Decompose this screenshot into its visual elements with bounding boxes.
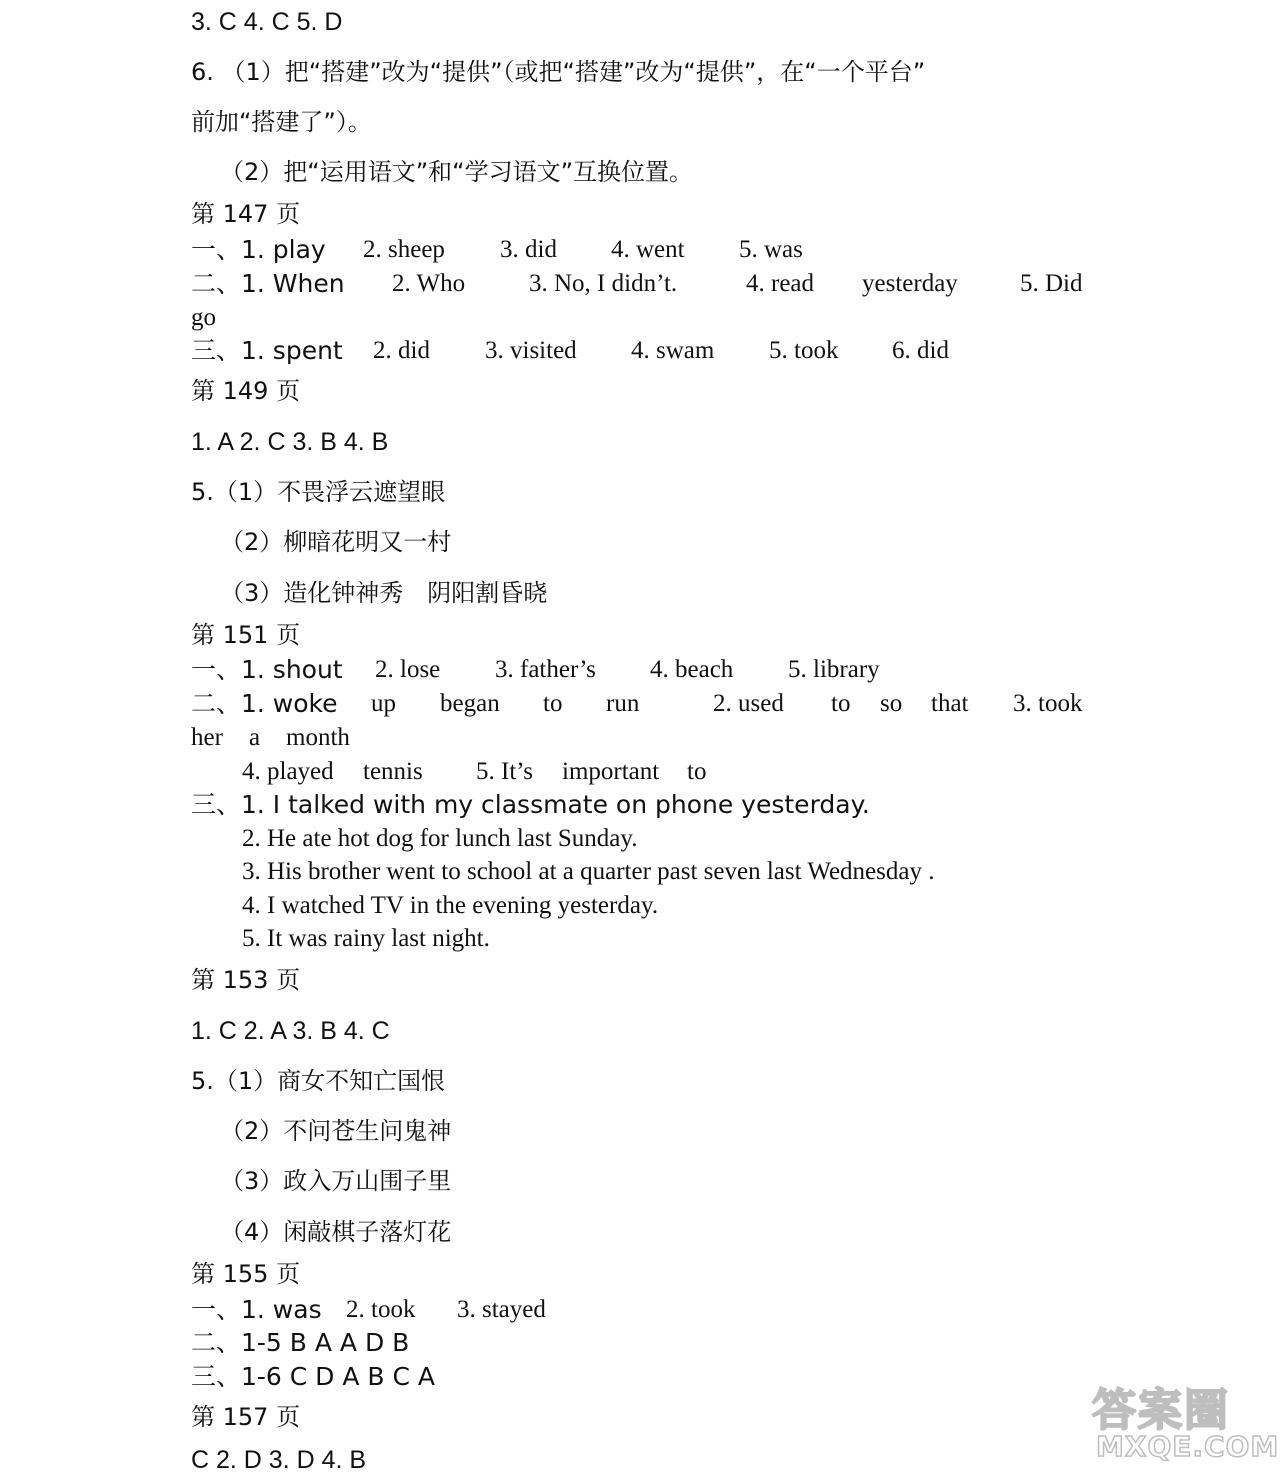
answer-item: that (931, 690, 969, 717)
answer-line: 1. A 2. C 3. B 4. B (191, 428, 389, 456)
answer-item: to (831, 690, 851, 717)
answer-line: 6. （1）把“搭建”改为“提供”（或把“搭建”改为“提供”，在“一个平台” (191, 58, 926, 86)
answer-item: 2. lose (375, 656, 441, 683)
answer-item: 5. It’s (476, 758, 533, 785)
answer-line: C 2. D 3. D 4. B (191, 1446, 367, 1474)
answer-row (242, 759, 842, 787)
answer-row (191, 338, 1091, 366)
answer-line: （4）闲敲棋子落灯花 (220, 1218, 452, 1246)
answer-item: 二、1. When (191, 269, 345, 298)
answer-item: 4. swam (631, 337, 715, 364)
answer-line: go (191, 304, 216, 331)
watermark-title: 答案圈 (1092, 1385, 1230, 1436)
answer-item: 4. played (242, 758, 334, 785)
answer-line: （2）把“运用语文”和“学习语文”互换位置。 (220, 158, 694, 186)
answer-row (191, 1297, 691, 1325)
answer-line: 3. His brother went to school at a quarter past seven last Wednesday . (242, 858, 935, 885)
answer-item: to (543, 690, 563, 717)
answer-line: 4. I watched TV in the evening yesterday. (242, 892, 659, 919)
answer-item: 6. did (892, 337, 949, 364)
answer-item: 3. father’s (495, 656, 596, 683)
watermark-logo (1092, 1374, 1280, 1470)
answer-line: 5. It was rainy last night. (242, 925, 490, 952)
answer-row (191, 237, 1091, 265)
answer-item: 3. No, I didn’t. (529, 270, 678, 297)
answer-line: 前加“搭建了”）。 (191, 108, 372, 136)
answer-item: 3. stayed (457, 1296, 546, 1323)
answer-item: 4. went (611, 236, 685, 263)
answer-item: 5. Did (1020, 270, 1083, 297)
answer-item: 一、1. was (191, 1295, 322, 1324)
answer-row (191, 271, 1091, 299)
answer-line: （3）政入万山围子里 (220, 1167, 452, 1195)
answer-item: 3. took (1013, 690, 1083, 717)
answer-item: her (191, 724, 223, 751)
answer-item: 一、1. play (191, 235, 326, 264)
answer-row (191, 725, 591, 753)
answer-row (191, 657, 1091, 685)
answer-item: so (880, 690, 903, 717)
answer-item: 三、1. spent (191, 336, 343, 365)
answer-item: 2. Who (392, 270, 466, 297)
answer-item: important (562, 758, 660, 785)
answer-item: 5. library (788, 656, 880, 683)
answer-line: 5.（1）不畏浮云遮望眼 (191, 478, 446, 506)
answer-line: 三、1. I talked with my classmate on phone yesterday. (191, 790, 870, 819)
answer-line: （3）造化钟神秀 阴阳割昏晓 (220, 579, 548, 607)
answer-line: 1. C 2. A 3. B 4. C (191, 1017, 390, 1045)
answer-item: 4. read (746, 270, 815, 297)
answer-item: 3. did (500, 236, 557, 263)
page-heading: 第 151 页 (191, 621, 301, 649)
answer-item: a (249, 724, 261, 751)
answer-line: 二、1-5 B A A D B (191, 1328, 410, 1357)
answer-item: 3. visited (485, 337, 577, 364)
watermark-url: MXQE.COM (1096, 1430, 1280, 1463)
answer-item: run (606, 690, 640, 717)
answer-item: 2. sheep (363, 236, 445, 263)
answer-line: （2）不问苍生问鬼神 (220, 1117, 452, 1145)
answer-item: 4. beach (650, 656, 734, 683)
page-heading: 第 153 页 (191, 966, 301, 994)
page-heading: 第 147 页 (191, 200, 301, 228)
answer-item: 5. was (739, 236, 803, 263)
answer-line: （2）柳暗花明又一村 (220, 528, 452, 556)
page-heading: 第 149 页 (191, 377, 301, 405)
answer-item: 5. took (769, 337, 839, 364)
page-heading: 第 157 页 (191, 1403, 301, 1431)
answer-item: to (687, 758, 707, 785)
answer-item: 一、1. shout (191, 655, 343, 684)
answer-line: 2. He ate hot dog for lunch last Sunday. (242, 825, 638, 852)
answer-item: 二、1. woke (191, 689, 338, 718)
answer-row (191, 691, 1091, 719)
answer-item: began (440, 690, 500, 717)
answer-item: month (286, 724, 350, 751)
page-heading: 第 155 页 (191, 1260, 301, 1288)
answer-line: 三、1-6 C D A B C A (191, 1362, 436, 1391)
answer-line: 5.（1）商女不知亡国恨 (191, 1067, 446, 1095)
answer-item: yesterday (862, 270, 958, 297)
answer-item: tennis (363, 758, 423, 785)
answer-item: up (371, 690, 396, 717)
answer-item: 2. used (713, 690, 784, 717)
answer-item: 2. did (373, 337, 430, 364)
answer-item: 2. took (346, 1296, 416, 1323)
answer-line: 3. C 4. C 5. D (191, 8, 343, 36)
